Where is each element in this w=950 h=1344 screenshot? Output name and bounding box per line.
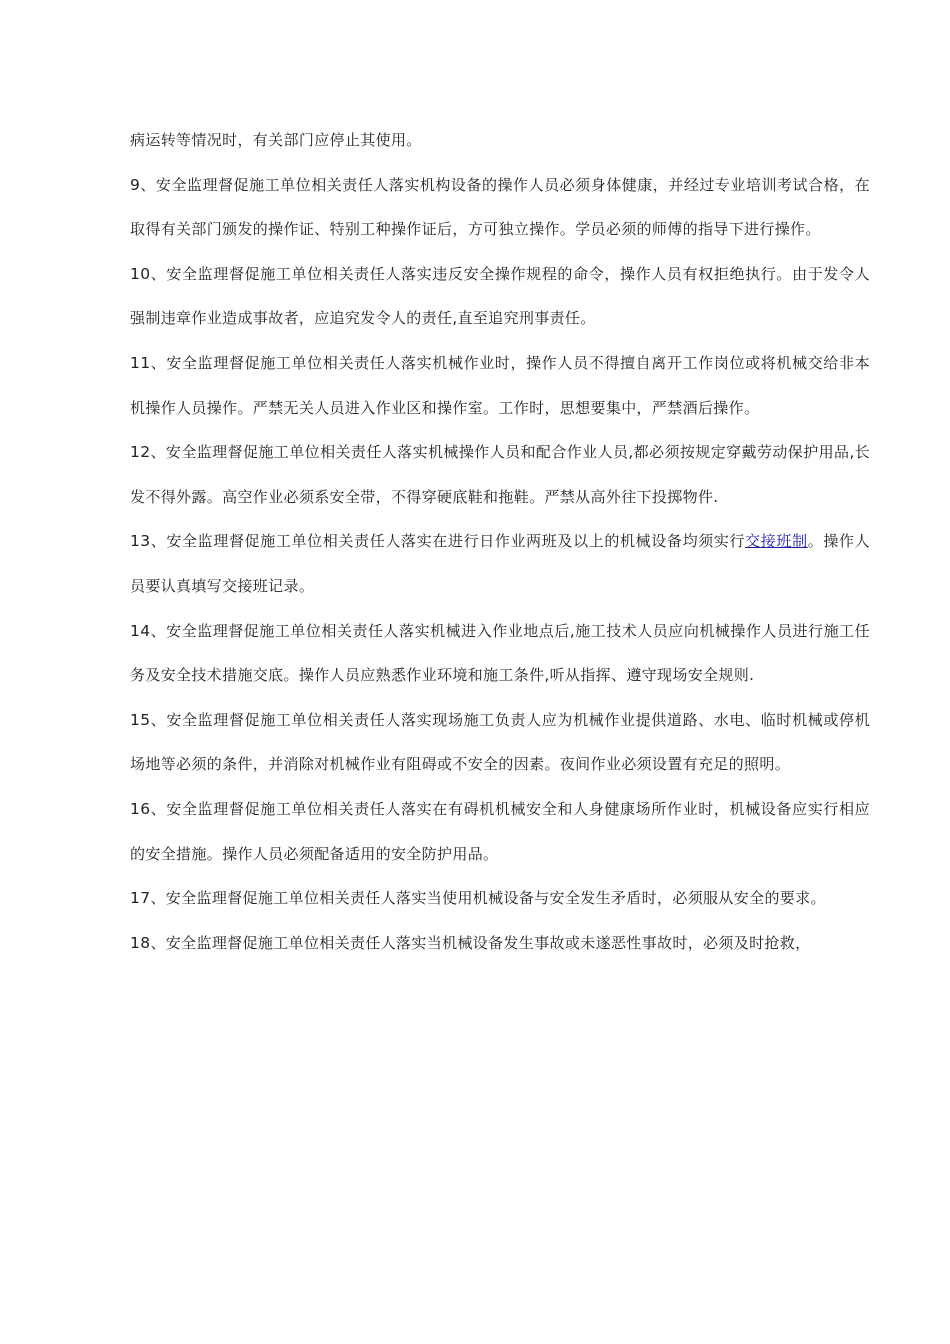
paragraph-text-after-link: 。操作人员要认真填写交接班记录。 — [130, 532, 870, 595]
paragraph-item-11 — [130, 341, 870, 430]
item-number: 18 — [130, 933, 151, 952]
shift-handover-link[interactable]: 交接班制 — [745, 532, 808, 551]
paragraph-item-12 — [130, 430, 870, 519]
item-number: 14 — [130, 621, 151, 640]
item-number: 17 — [130, 889, 151, 908]
paragraph-text: 、安全监理督促施工单位相关责任人落实机构设备的操作人员必须身体健康，并经过专业培训考试合格，在取得有关部门颁发的操作证、特别工种操作证后，方可独立操作。学员必须的师傅的指导下进行操作。 — [130, 175, 870, 239]
paragraph-text: 、安全监理督促施工单位相关责任人落实当使用机械设备与安全发生矛盾时，必须服从安全的要求。 — [150, 889, 826, 908]
paragraph-item-18 — [130, 921, 870, 966]
paragraph-text: 、安全监理督促施工单位相关责任人落实违反安全操作规程的命令，操作人员有权拒绝执行。由于发令人强制违章作业造成事故者，应追究发令人的责任,直至追究刑事责任。 — [130, 264, 870, 328]
paragraph-continuation — [130, 118, 870, 163]
paragraph-text-before-link: 、安全监理督促施工单位相关责任人落实在进行日作业两班及以上的机械设备均须实行 — [150, 532, 746, 551]
item-number: 11 — [130, 353, 151, 372]
paragraph-text: 、安全监理督促施工单位相关责任人落实当机械设备发生事故或未遂恶性事故时，必须及时抢救， — [150, 933, 811, 952]
paragraph-text: 、安全监理督促施工单位相关责任人落实机械操作人员和配合作业人员,都必须按规定穿戴劳动保护用品,长发不得外露。高空作业必须系安全带，不得穿硬底鞋和拖鞋。严禁从高外往下投掷物件. — [130, 443, 870, 506]
document-page — [130, 118, 870, 965]
paragraph-item-16 — [130, 787, 870, 876]
paragraph-text: 、安全监理督促施工单位相关责任人落实现场施工负责人应为机械作业提供道路、水电、临时机械或停机场地等必须的条件，并消除对机械作业有阻碍或不安全的因素。夜间作业必须设置有充足的照明。 — [130, 710, 870, 774]
item-number: 13 — [130, 532, 151, 551]
paragraph-item-13 — [130, 519, 870, 608]
paragraph-text: 、安全监理督促施工单位相关责任人落实机械进入作业地点后,施工技术人员应向机械操作人员进行施工任务及安全技术措施交底。操作人员应熟悉作业环境和施工条件,听从指挥、遵守现场安全规则. — [130, 621, 870, 685]
paragraph-text: 、安全监理督促施工单位相关责任人落实机械作业时，操作人员不得擅自离开工作岗位或将机械交给非本机操作人员操作。严禁无关人员进入作业区和操作室。工作时，思想要集中，严禁酒后操作。 — [130, 353, 870, 417]
item-number: 12 — [130, 443, 151, 462]
item-number: 15 — [130, 710, 151, 729]
paragraph-text: 、安全监理督促施工单位相关责任人落实在有碍机机械安全和人身健康场所作业时，机械设备应实行相应的安全措施。操作人员必须配备适用的安全防护用品。 — [130, 799, 870, 863]
paragraph-item-17 — [130, 876, 870, 921]
paragraph-text: 病运转等情况时，有关部门应停止其使用。 — [130, 131, 422, 149]
item-number: 16 — [130, 799, 151, 818]
paragraph-item-9 — [130, 163, 870, 252]
paragraph-item-14 — [130, 609, 870, 698]
item-number: 10 — [130, 264, 151, 283]
paragraph-item-15 — [130, 698, 870, 787]
item-number: 9 — [130, 175, 141, 194]
paragraph-item-10 — [130, 252, 870, 341]
